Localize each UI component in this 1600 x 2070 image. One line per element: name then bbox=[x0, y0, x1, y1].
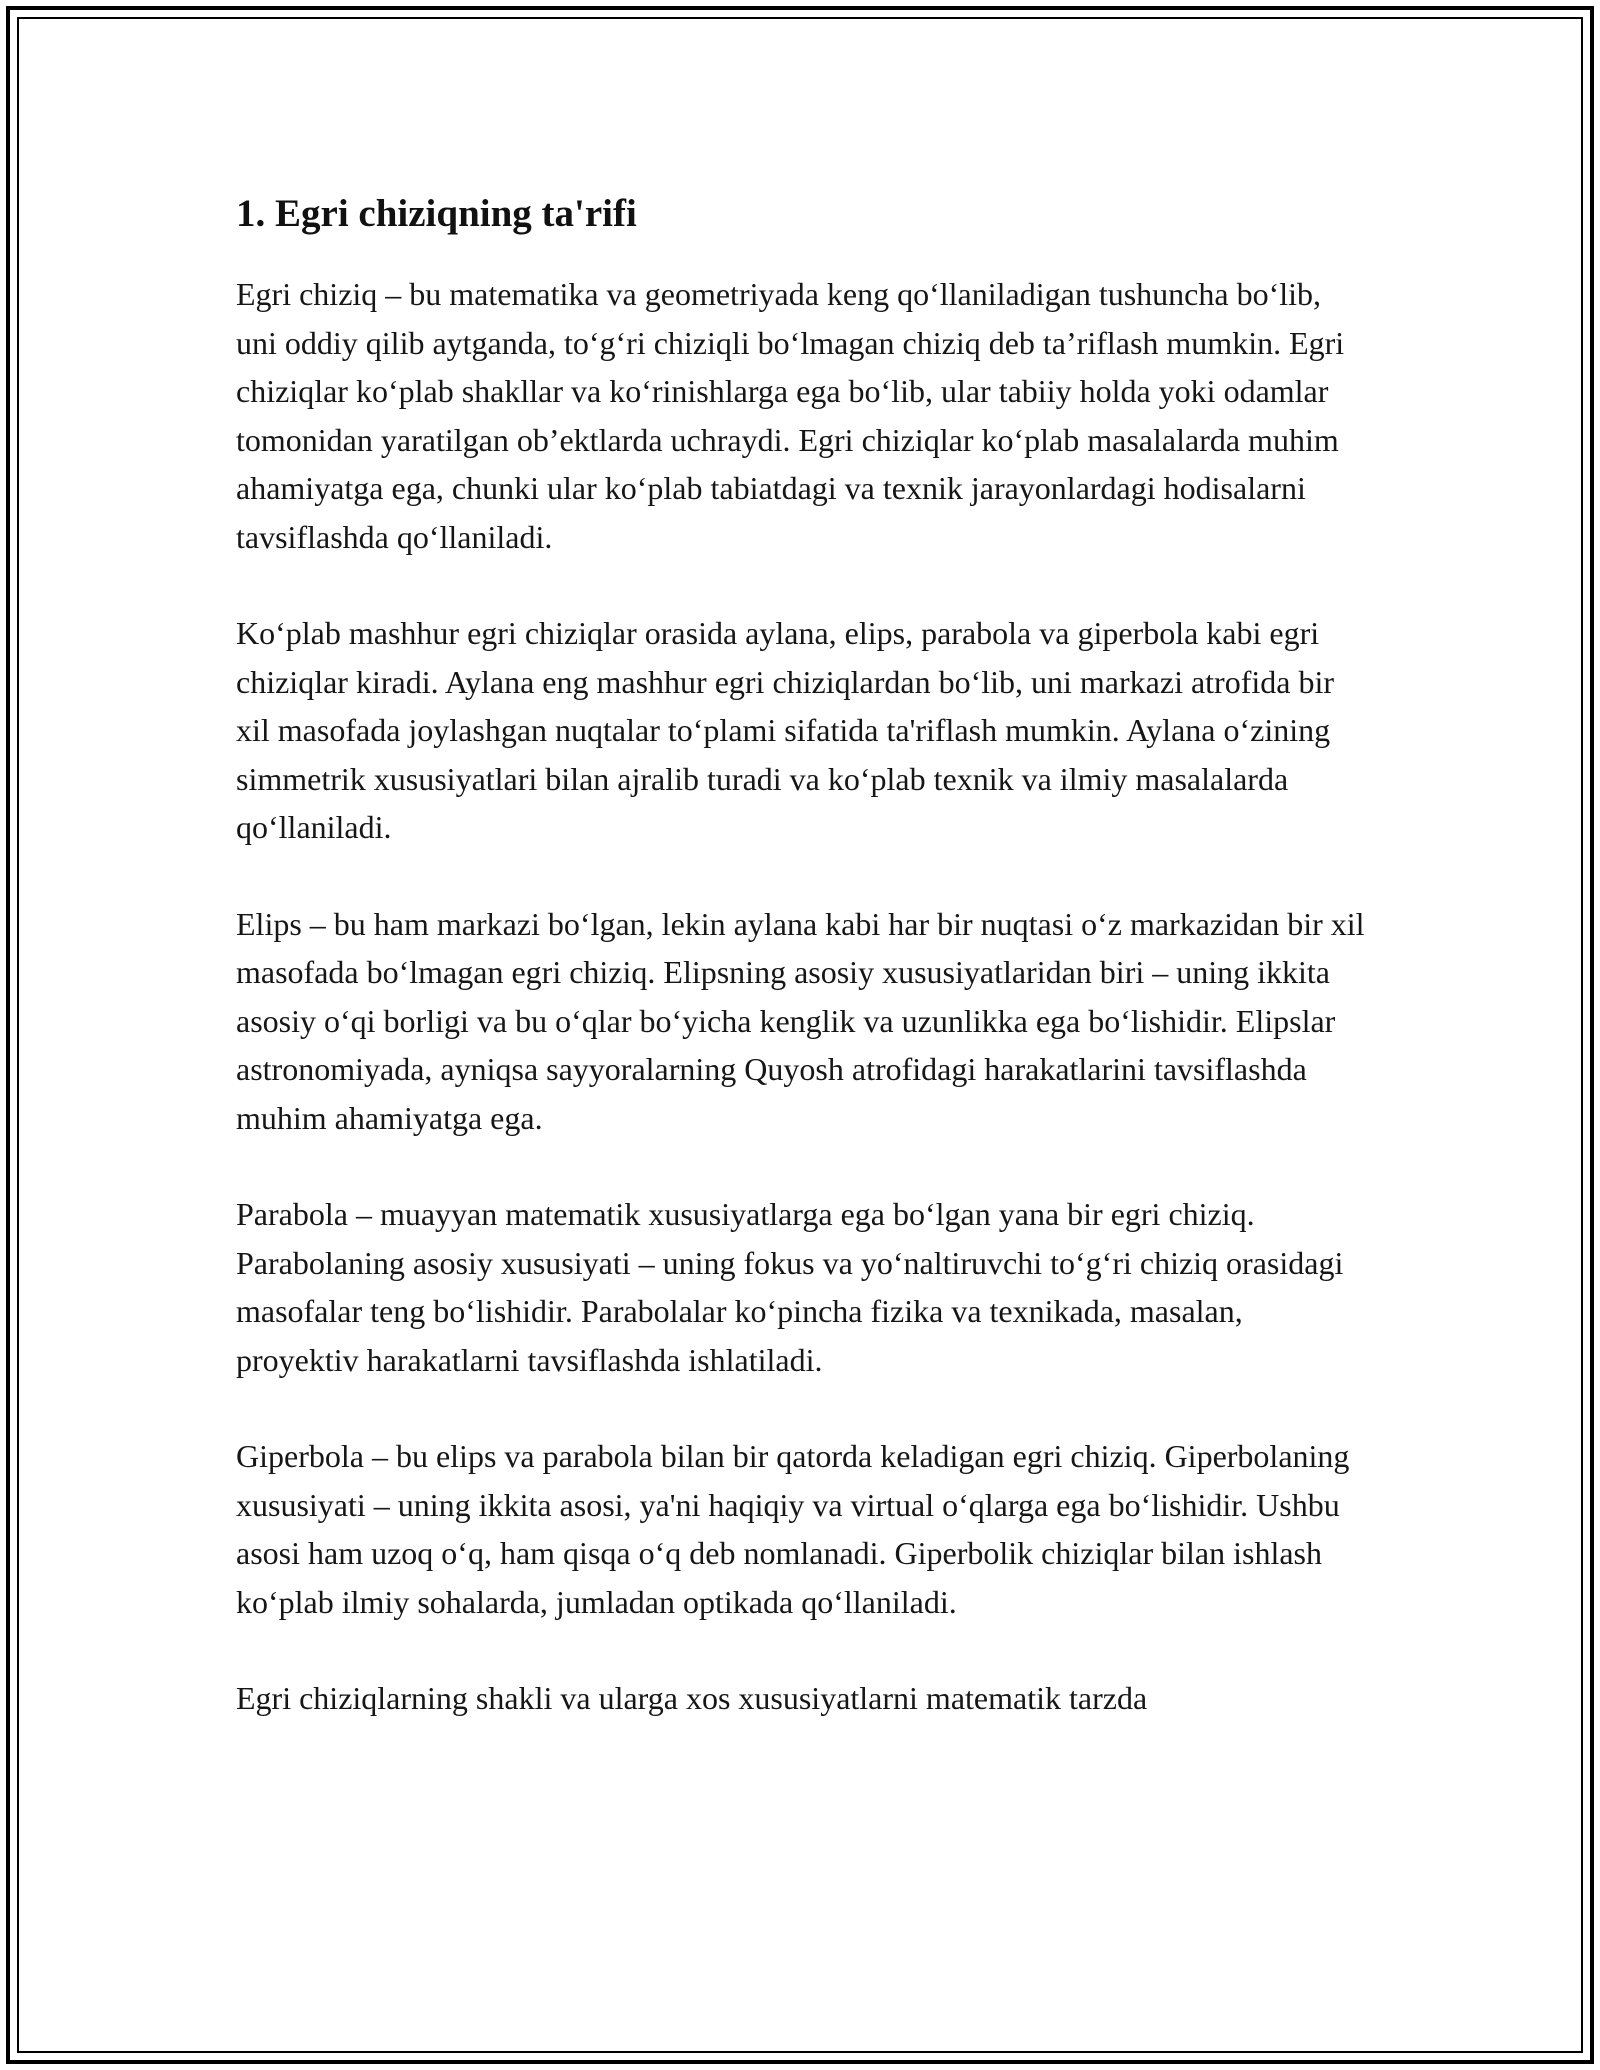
document-body bbox=[236, 184, 1366, 1771]
paragraph-circle: Ko‘plab mashhur egri chiziqlar orasida aylana, elips, parabola va giperbola kabi egri chiziqlar kiradi. Aylana eng mashhur egri chiziqlardan bo‘lib, uni markazi atrofida bir xil masofada joylashgan nuqtalar to‘plami sifatida ta'riflash mumkin. Aylana o‘zining simmetrik xususiyatlari bilan ajralib turadi va ko‘plab texnik va ilmiy masalalarda qo‘llaniladi. bbox=[236, 615, 1334, 845]
paragraph-continuation: Egri chiziqlarning shakli va ularga xos xususiyatlarni matematik tarzda bbox=[236, 1680, 1148, 1716]
paragraph-definition: Egri chiziq – bu matematika va geometriyada keng qo‘llaniladigan tushuncha bo‘lib, uni oddiy qilib aytganda, to‘g‘ri chiziqli bo‘lmagan chiziq deb ta’riflash mumkin. Egri chiziqlar ko‘plab shakllar va ko‘rinishlarga ega bo‘lib, ular tabiiy holda yoki odamlar tomonidan yaratilgan ob’ektlarda uchraydi. Egri chiziqlar ko‘plab masalalarda muhim ahamiyatga ega, chunki ular ko‘plab tabiatdagi va texnik jarayonlardagi hodisalarni tavsiflashda qo‘llaniladi. bbox=[236, 276, 1345, 555]
paragraph-hyperbola: Giperbola – bu elips va parabola bilan bir qatorda keladigan egri chiziq. Giperbolaning xususiyati – uning ikkita asosi, ya'ni haqiqiy va virtual o‘qlarga ega bo‘lishidir. Ushbu asosi ham uzoq o‘q, ham qisqa o‘q deb nomlanadi. Giperbolik chiziqlar bilan ishlash ko‘plab ilmiy sohalarda, jumladan optikada qo‘llaniladi. bbox=[236, 1438, 1350, 1620]
paragraph-ellipse: Elips – bu ham markazi bo‘lgan, lekin aylana kabi har bir nuqtasi o‘z markazidan bir xil masofada bo‘lmagan egri chiziq. Elipsning asosiy xususiyatlaridan biri – uning ikkita asosiy o‘qi borligi va bu o‘qlar bo‘yicha kenglik va uzunlikka ega bo‘lishidir. Elipslar astronomiyada, ayniqsa sayyoralarning Quyosh atrofidagi harakatlarini tavsiflashda muhim ahamiyatga ega. bbox=[236, 905, 1365, 1136]
section-heading: 1. Egri chiziqning ta'rifi bbox=[236, 192, 637, 235]
paragraph-parabola: Parabola – muayyan matematik xususiyatlarga ega bo‘lgan yana bir egri chiziq. Parabolaning asosiy xususiyati – uning fokus va yo‘naltiruvchi to‘g‘ri chiziq orasidagi masofalar teng bo‘lishidir. Parabolalar ko‘pincha fizika va texnikada, masalan, proyektiv harakatlarni tavsiflashda ishlatiladi. bbox=[236, 1196, 1344, 1378]
